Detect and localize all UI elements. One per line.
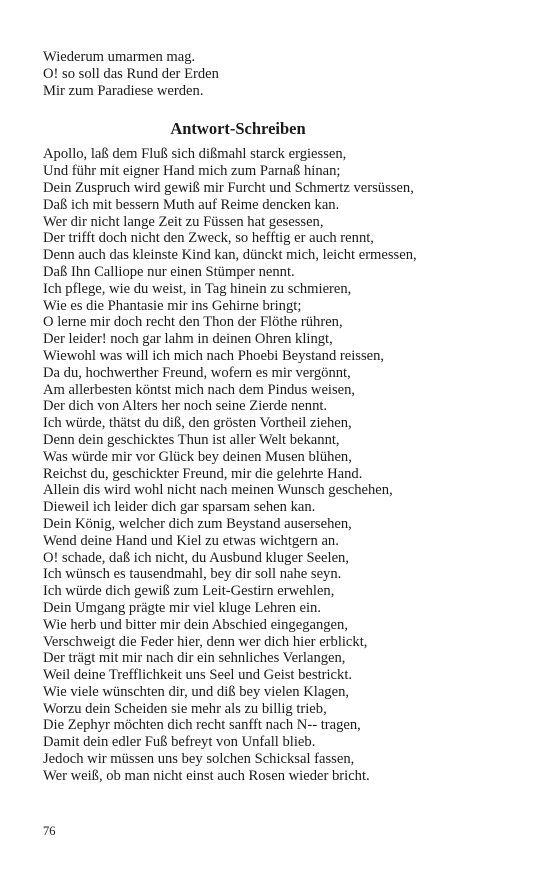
verse-line: Dein König, welcher dich zum Beystand ausersehen, xyxy=(43,515,352,532)
verse-line: Verschweigt die Feder hier, denn wer dich hier erblickt, xyxy=(43,633,368,650)
verse-line: Allein dis wird wohl nicht nach meinen Wunsch geschehen, xyxy=(43,482,393,499)
verse-line: Dein Zuspruch wird gewiß mir Furcht und Schmertz versüssen, xyxy=(43,179,414,196)
poem-title: Antwort-Schreiben xyxy=(170,119,306,139)
verse-line: Jedoch wir müssen uns bey solchen Schicksal fassen, xyxy=(43,751,355,768)
verse-line: Da du, hochwerther Freund, wofern es mir vergönnt, xyxy=(43,364,351,381)
verse-line: Damit dein edler Fuß befreyt von Unfall blieb. xyxy=(43,734,316,751)
verse-line: O lerne mir doch recht den Thon der Flöthe rühren, xyxy=(43,314,343,331)
verse-line: Dein Umgang prägte mir viel kluge Lehren ein. xyxy=(43,599,322,616)
verse-line: Der trifft doch nicht den Zweck, so hefftig er auch rennt, xyxy=(43,230,374,247)
verse-line: Daß Ihn Calliope nur einen Stümper nennt. xyxy=(43,263,295,280)
verse-line: O! so soll das Rund der Erden xyxy=(43,65,219,82)
verse-line: Ich wünsch es tausendmahl, bey dir soll nahe seyn. xyxy=(43,566,342,583)
verse-line: Apollo, laß dem Fluß sich dißmahl starck ergiessen, xyxy=(43,146,347,163)
verse-line: Wer weiß, ob man nicht einst auch Rosen wieder bricht. xyxy=(43,767,370,784)
verse-line: Reichst du, geschickter Freund, mir die gelehrte Hand. xyxy=(43,465,363,482)
verse-line: Der trägt mit mir nach dir ein sehnliches Verlangen, xyxy=(43,650,346,667)
verse-line: Der dich von Alters her noch seine Zierde nennt. xyxy=(43,398,328,415)
verse-line: Am allerbesten köntst mich nach dem Pindus weisen, xyxy=(43,381,356,398)
verse-line: Denn dein geschicktes Thun ist aller Welt bekannt, xyxy=(43,431,340,448)
verse-line: Dieweil ich leider dich gar sparsam sehen kan. xyxy=(43,499,316,516)
verse-line: Daß ich mit bessern Muth auf Reime dencken kan. xyxy=(43,196,340,213)
verse-line: Der leider! noch gar lahm in deinen Ohren klingt, xyxy=(43,331,333,348)
verse-line: Ich pflege, wie du weist, in Tag hinein zu schmieren, xyxy=(43,280,352,297)
verse-line: Weil deine Trefflichkeit uns Seel und Geist bestrickt. xyxy=(43,667,353,684)
verse-line: Denn auch das kleinste Kind kan, dünckt mich, leicht ermessen, xyxy=(43,247,417,264)
verse-line: Wie viele wünschten dir, und diß bey vielen Klagen, xyxy=(43,683,350,700)
page-number: 76 xyxy=(43,824,56,838)
verse-line: Was würde mir vor Glück bey deinen Musen blühen, xyxy=(43,448,352,465)
verse-line: Wiewohl was will ich mich nach Phoebi Beystand reissen, xyxy=(43,347,385,364)
verse-line: Wer dir nicht lange Zeit zu Füssen hat gesessen, xyxy=(43,213,324,230)
verse-line: O! schade, daß ich nicht, du Ausbund kluger Seelen, xyxy=(43,549,349,566)
verse-line: Wie es die Phantasie mir ins Gehirne bringt; xyxy=(43,297,302,314)
verse-line: Ich würde, thätst du diß, den grösten Vortheil ziehen, xyxy=(43,415,352,432)
verse-line: Die Zephyr möchten dich recht sanfft nach N-- tragen, xyxy=(43,717,361,734)
verse-line: Wend deine Hand und Kiel zu etwas wichtgern an. xyxy=(43,532,339,549)
page-body xyxy=(43,49,513,785)
verse-line: Wiederum umarmen mag. xyxy=(43,49,196,65)
verse-line: Ich würde dich gewiß zum Leit-Gestirn erwehlen, xyxy=(43,583,335,600)
verse-line: Und führ mit eigner Hand mich zum Parnaß hinan; xyxy=(43,163,341,180)
previous-poem-ending xyxy=(43,49,513,99)
verse-line: Wie herb und bitter mir dein Abschied eingegangen, xyxy=(43,616,348,633)
poem-body xyxy=(43,146,513,784)
verse-line: Mir zum Paradiese werden. xyxy=(43,82,204,99)
verse-line: Worzu dein Scheiden sie mehr als zu billig trieb, xyxy=(43,700,327,717)
